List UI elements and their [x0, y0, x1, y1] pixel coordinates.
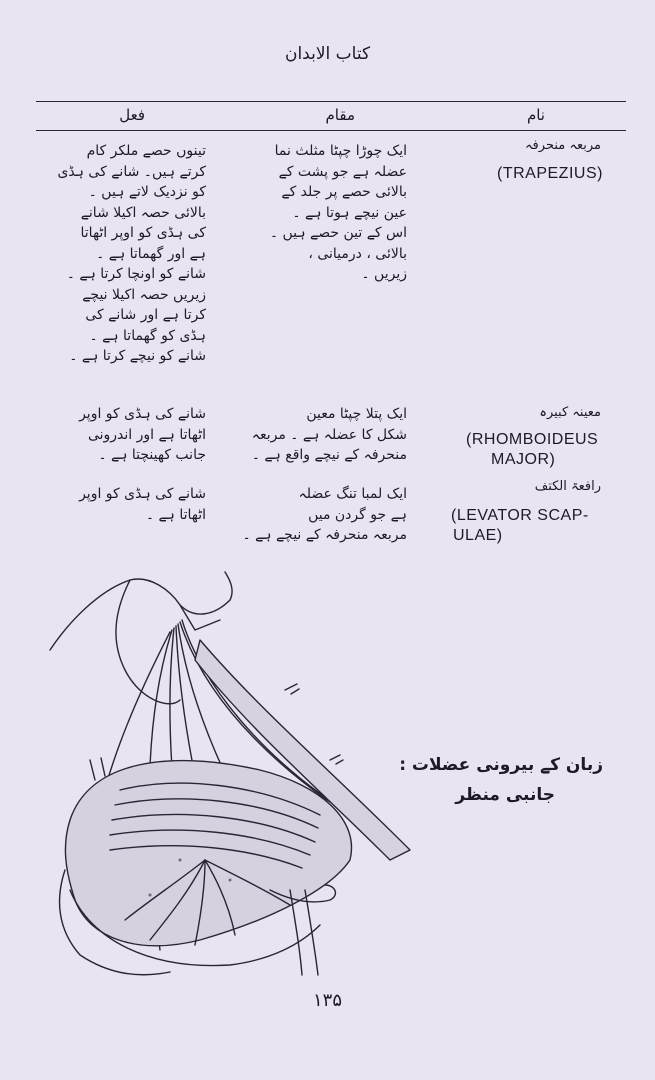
action-cell	[79, 484, 206, 525]
text-line: شانے کو اونچا کرتا ہے ۔	[66, 266, 206, 282]
caption-line: زبان کے بیرونی عضلات :	[399, 755, 603, 775]
text-line: بالائی حصے پر جلد کے	[281, 184, 407, 200]
muscle-name-latin	[497, 164, 603, 184]
latin-line: (TRAPEZIUS)	[497, 165, 603, 182]
text-line: کرتا ہے اور شانے کی	[85, 307, 206, 323]
text-line: ہڈی کو گھماتا ہے ۔	[89, 327, 206, 344]
text-line: کو نزدیک لاتے ہیں ۔	[88, 184, 206, 200]
text-line: اس کے تین حصے ہیں ۔	[269, 225, 407, 241]
text-line: زیریں حصہ اکیلا نیچے	[82, 286, 206, 303]
muscle-name-urdu: رافعۃ الکتف	[534, 479, 601, 494]
caption-line: جانبی منظر	[455, 785, 555, 805]
text-line: ایک پتلا چپٹا معین	[306, 406, 407, 422]
figure-caption	[399, 750, 603, 810]
action-cell	[79, 404, 206, 466]
location-cell	[270, 141, 407, 285]
tongue-muscles-illustration	[30, 560, 420, 980]
muscle-name-urdu: مربعہ منحرفہ	[524, 138, 601, 153]
location-cell	[252, 404, 407, 466]
muscle-name-latin	[466, 430, 598, 470]
text-line: اٹھاتا ہے اور اندرونی	[87, 426, 206, 443]
column-header-location: مقام	[325, 106, 355, 124]
text-line: مربعہ منحرفہ کے نیچے ہے ۔	[242, 527, 407, 543]
latin-line: ULAE)	[453, 527, 503, 544]
latin-line: MAJOR)	[491, 451, 556, 468]
text-line: ہے اور گھماتا ہے ۔	[96, 245, 206, 262]
text-line: ایک چوڑا چپٹا مثلث نما	[274, 143, 407, 159]
text-line: عین نیچے ہوتا ہے ۔	[292, 204, 407, 221]
text-line: کی ہڈی کو اوپر اٹھاتا	[80, 225, 206, 241]
latin-line: (RHOMBOIDEUS	[466, 431, 599, 448]
text-line: ہے جو گردن میں	[308, 506, 407, 523]
text-line: زیریں ۔	[361, 266, 407, 282]
text-line: کرتے ہیں۔ شانے کی ہڈی	[57, 163, 206, 180]
text-line: منحرفہ کے نیچے واقع ہے ۔	[251, 447, 407, 463]
text-line: بالائی حصہ اکیلا شانے	[80, 204, 206, 221]
column-header-name: نام	[526, 106, 545, 124]
location-cell	[242, 484, 407, 546]
latin-line: (LEVATOR SCAP-	[451, 507, 589, 524]
text-line: عضلہ ہے جو پشت کے	[278, 163, 407, 180]
page-number: ۱۳۵	[312, 990, 342, 1011]
muscle-name-latin	[451, 506, 589, 546]
text-line: تینوں حصے ملکر کام	[86, 143, 206, 159]
column-header-action: فعل	[119, 106, 145, 124]
header-rule-top	[36, 101, 626, 102]
text-line: شانے کی ہڈی کو اوپر	[79, 486, 206, 502]
text-line: شانے کی ہڈی کو اوپر	[79, 406, 206, 422]
text-line: ایک لمبا تنگ عضلہ	[298, 486, 407, 502]
text-line: شکل کا عضلہ ہے ۔ مربعہ	[251, 426, 407, 443]
text-line: شانے کو نیچے کرتا ہے ۔	[69, 348, 206, 364]
muscle-name-urdu: معینہ کبیرہ	[539, 405, 601, 420]
header-rule-bottom	[36, 130, 626, 131]
text-line: اٹھاتا ہے ۔	[145, 506, 206, 523]
text-line: بالائی ، درمیانی ،	[308, 245, 407, 262]
text-line: جانب کھینچتا ہے ۔	[98, 447, 206, 463]
book-title: کتاب الابدان	[284, 44, 371, 64]
action-cell	[57, 141, 206, 367]
